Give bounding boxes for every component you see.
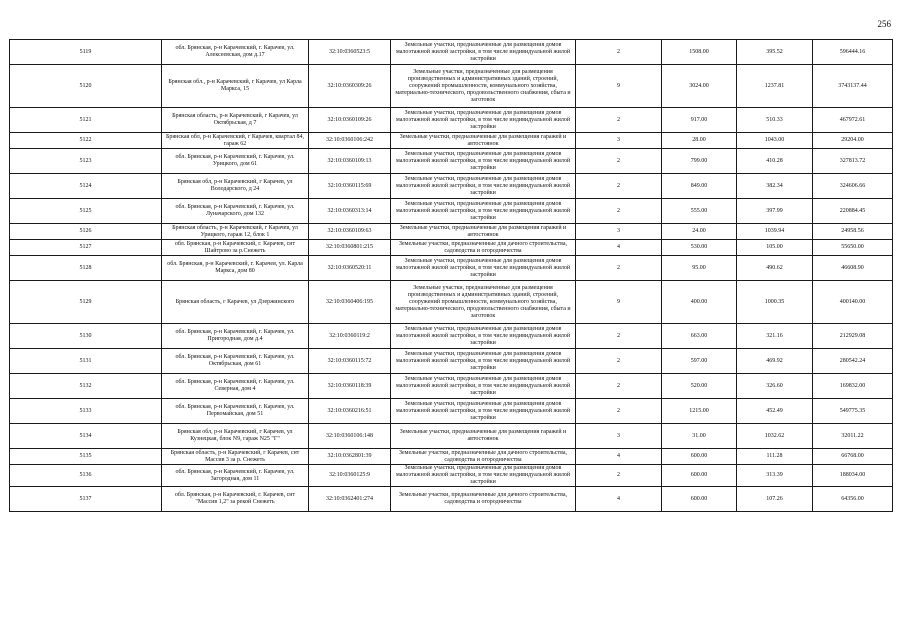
land-use-cell: Земельные участки, предназначенные для размещения производственных и административных зданий, строений, сооружений промышленности, коммунального хозяйства, материально-технического, продовольственного снабжения, сбыта и заготовок <box>391 281 576 324</box>
cadastral-value-cell: 549775.35 <box>813 399 893 424</box>
cadastral-value-cell: 324606.66 <box>813 174 893 199</box>
address-cell: обл. Брянская, р-н Карачевский, г. Карачев, ул. Урицкого, дом 61 <box>162 149 309 174</box>
specific-value-cell: 1039.94 <box>737 224 813 240</box>
cadastral-number-cell: 32:10:0360119:2 <box>309 324 391 349</box>
group-cell: 4 <box>576 487 662 512</box>
cadastral-number-cell: 32:10:0360125:9 <box>309 465 391 487</box>
address-cell: Брянская область, р-н Карачевский, г Карачев, ул Урицкого, гараж 12, блок 1 <box>162 224 309 240</box>
group-cell: 9 <box>576 65 662 108</box>
cadastral-number-cell: 32:10:0360309:26 <box>309 65 391 108</box>
group-cell: 9 <box>576 281 662 324</box>
cadastral-value-cell: 64356.00 <box>813 487 893 512</box>
row-number-cell: 5123 <box>10 149 162 174</box>
group-cell: 2 <box>576 256 662 281</box>
specific-value-cell: 1032.62 <box>737 424 813 449</box>
table-row <box>10 349 893 374</box>
cadastral-value-cell: 212929.08 <box>813 324 893 349</box>
table-row <box>10 465 893 487</box>
page-number: 256 <box>877 19 891 29</box>
row-number-cell: 5132 <box>10 374 162 399</box>
table-row <box>10 424 893 449</box>
area-cell: 28.00 <box>662 133 737 149</box>
cadastral-number-cell: 32:10:0360523:5 <box>309 40 391 65</box>
area-cell: 3024.00 <box>662 65 737 108</box>
cadastral-number-cell: 32:10:0360115:72 <box>309 349 391 374</box>
row-number-cell: 5126 <box>10 224 162 240</box>
cadastral-number-cell: 32:10:0360118:39 <box>309 374 391 399</box>
land-use-cell: Земельные участки, предназначенные для размещения домов малоэтажной жилой застройки, в том числе индивидуальной жилой застройки <box>391 465 576 487</box>
address-cell: Брянская обл, р-н Карачевский, г Карачев, ул Кузнецкая, блок N9, гараж N25 "Г" <box>162 424 309 449</box>
specific-value-cell: 313.39 <box>737 465 813 487</box>
area-cell: 600.00 <box>662 465 737 487</box>
row-number-cell: 5130 <box>10 324 162 349</box>
group-cell: 2 <box>576 40 662 65</box>
cadastral-value-cell: 32011.22 <box>813 424 893 449</box>
cadastral-number-cell: 32:10:0360106:148 <box>309 424 391 449</box>
area-cell: 597.00 <box>662 349 737 374</box>
table-row <box>10 224 893 240</box>
land-use-cell: Земельные участки, предназначенные для размещения домов малоэтажной жилой застройки, в том числе индивидуальной жилой застройки <box>391 324 576 349</box>
land-use-cell: Земельные участки, предназначенные для размещения гаражей и автостоянок <box>391 224 576 240</box>
cadastral-value-cell: 66768.00 <box>813 449 893 465</box>
cadastral-number-cell: 32:10:0360520:11 <box>309 256 391 281</box>
specific-value-cell: 105.00 <box>737 240 813 256</box>
row-number-cell: 5120 <box>10 65 162 108</box>
cadastral-value-cell: 400140.00 <box>813 281 893 324</box>
table-row <box>10 199 893 224</box>
table-row <box>10 65 893 108</box>
cadastral-number-cell: 32:10:0360216:51 <box>309 399 391 424</box>
land-use-cell: Земельные участки, предназначенные для размещения домов малоэтажной жилой застройки, в том числе индивидуальной жилой застройки <box>391 149 576 174</box>
cadastral-number-cell: 32:10:0362801:39 <box>309 449 391 465</box>
specific-value-cell: 452.49 <box>737 399 813 424</box>
area-cell: 849.00 <box>662 174 737 199</box>
cadastral-value-cell: 55650.00 <box>813 240 893 256</box>
row-number-cell: 5133 <box>10 399 162 424</box>
address-cell: Брянская область, р-н Карачевский, г Карачев, ул Октябрьская, д 7 <box>162 108 309 133</box>
row-number-cell: 5137 <box>10 487 162 512</box>
row-number-cell: 5122 <box>10 133 162 149</box>
table-row <box>10 133 893 149</box>
cadastral-value-cell: 596444.16 <box>813 40 893 65</box>
table-body <box>10 40 893 512</box>
row-number-cell: 5127 <box>10 240 162 256</box>
land-use-cell: Земельные участки, предназначенные для дачного строительства, садоводства и огородничества <box>391 487 576 512</box>
land-use-cell: Земельные участки, предназначенные для размещения домов малоэтажной жилой застройки, в том числе индивидуальной жилой застройки <box>391 374 576 399</box>
land-use-cell: Земельные участки, предназначенные для дачного строительства, садоводства и огородничества <box>391 240 576 256</box>
row-number-cell: 5136 <box>10 465 162 487</box>
cadastral-number-cell: 32:10:0362401:274 <box>309 487 391 512</box>
group-cell: 3 <box>576 424 662 449</box>
group-cell: 2 <box>576 174 662 199</box>
cadastral-value-table <box>9 39 893 512</box>
specific-value-cell: 1000.35 <box>737 281 813 324</box>
row-number-cell: 5121 <box>10 108 162 133</box>
group-cell: 2 <box>576 465 662 487</box>
land-use-cell: Земельные участки, предназначенные для размещения домов малоэтажной жилой застройки, в том числе индивидуальной жилой застройки <box>391 174 576 199</box>
cadastral-value-cell: 220884.45 <box>813 199 893 224</box>
cadastral-number-cell: 32:10:0360406:195 <box>309 281 391 324</box>
land-use-cell: Земельные участки, предназначенные для размещения домов малоэтажной жилой застройки, в том числе индивидуальной жилой застройки <box>391 108 576 133</box>
specific-value-cell: 1237.81 <box>737 65 813 108</box>
group-cell: 4 <box>576 240 662 256</box>
address-cell: обл. Брянская, р-н Карачевский, г. Карачев, ул. Луначарского, дом 132 <box>162 199 309 224</box>
cadastral-number-cell: 32:10:0360106:242 <box>309 133 391 149</box>
row-number-cell: 5119 <box>10 40 162 65</box>
table-row <box>10 256 893 281</box>
land-use-cell: Земельные участки, предназначенные для дачного строительства, садоводства и огородничества <box>391 449 576 465</box>
land-use-cell: Земельные участки, предназначенные для размещения домов малоэтажной жилой застройки, в том числе индивидуальной жилой застройки <box>391 256 576 281</box>
group-cell: 2 <box>576 108 662 133</box>
specific-value-cell: 326.60 <box>737 374 813 399</box>
land-use-cell: Земельные участки, предназначенные для размещения домов малоэтажной жилой застройки, в том числе индивидуальной жилой застройки <box>391 399 576 424</box>
specific-value-cell: 469.92 <box>737 349 813 374</box>
table-row <box>10 108 893 133</box>
specific-value-cell: 321.16 <box>737 324 813 349</box>
area-cell: 400.00 <box>662 281 737 324</box>
table-row <box>10 149 893 174</box>
cadastral-value-cell: 188034.00 <box>813 465 893 487</box>
area-cell: 917.00 <box>662 108 737 133</box>
address-cell: Брянская обл, р-н Карачевский, г Карачев, квартал 84, гараж 62 <box>162 133 309 149</box>
table-row <box>10 399 893 424</box>
address-cell: Брянская обл, р-н Карачевский, г Карачев, ул Володарского, д 24 <box>162 174 309 199</box>
group-cell: 2 <box>576 374 662 399</box>
cadastral-value-cell: 327813.72 <box>813 149 893 174</box>
table-row <box>10 449 893 465</box>
cadastral-number-cell: 32:10:0360115:69 <box>309 174 391 199</box>
table-row <box>10 487 893 512</box>
group-cell: 3 <box>576 133 662 149</box>
area-cell: 663.00 <box>662 324 737 349</box>
specific-value-cell: 510.33 <box>737 108 813 133</box>
row-number-cell: 5135 <box>10 449 162 465</box>
row-number-cell: 5124 <box>10 174 162 199</box>
cadastral-number-cell: 32:10:0360313:14 <box>309 199 391 224</box>
land-use-cell: Земельные участки, предназначенные для размещения домов малоэтажной жилой застройки, в том числе индивидуальной жилой застройки <box>391 199 576 224</box>
address-cell: обл. Брянская, р-н Карачевский, г. Карачев, ул. Пригородная, дом д.4 <box>162 324 309 349</box>
cadastral-number-cell: 32:10:0360109:13 <box>309 149 391 174</box>
address-cell: обл. Брянская, р-н Карачевский, г. Карачев, ул. Карла Маркса, дом 80 <box>162 256 309 281</box>
group-cell: 4 <box>576 449 662 465</box>
row-number-cell: 5128 <box>10 256 162 281</box>
specific-value-cell: 382.34 <box>737 174 813 199</box>
table-row <box>10 374 893 399</box>
address-cell: обл. Брянская, р-н Карачевский, г. Карачев, ул. Северная, дом 4 <box>162 374 309 399</box>
table-row <box>10 40 893 65</box>
specific-value-cell: 1043.00 <box>737 133 813 149</box>
address-cell: Брянская область, р-н Карачевский, г Карачев, снт Массив 3 за р. Снежеть <box>162 449 309 465</box>
land-use-cell: Земельные участки, предназначенные для размещения домов малоэтажной жилой застройки, в том числе индивидуальной жилой застройки <box>391 349 576 374</box>
cadastral-value-cell: 24958.56 <box>813 224 893 240</box>
address-cell: обл. Брянская, р-н Карачевский, г. Карачев, ул. Первомайская, дом 51 <box>162 399 309 424</box>
cadastral-value-cell: 280542.24 <box>813 349 893 374</box>
area-cell: 600.00 <box>662 449 737 465</box>
cadastral-value-cell: 46608.90 <box>813 256 893 281</box>
group-cell: 2 <box>576 399 662 424</box>
address-cell: обл. Брянская, р-н Карачевский, г. Карачев, снт "Массив 1,2" за рекой Снежеть <box>162 487 309 512</box>
specific-value-cell: 397.99 <box>737 199 813 224</box>
cadastral-number-cell: 32:10:0360109:63 <box>309 224 391 240</box>
area-cell: 555.00 <box>662 199 737 224</box>
area-cell: 1508.00 <box>662 40 737 65</box>
row-number-cell: 5134 <box>10 424 162 449</box>
address-cell: обл. Брянская, р-н Карачевский, г. Карачев, ул. Алексеевская, дом д.17 <box>162 40 309 65</box>
address-cell: обл. Брянская, р-н Карачевский, г. Карачев, снт Шайтрово за р.Снежеть <box>162 240 309 256</box>
area-cell: 24.00 <box>662 224 737 240</box>
group-cell: 2 <box>576 324 662 349</box>
address-cell: Брянская обл., р-н Карачевский, г Карачев, ул Карла Маркса, 15 <box>162 65 309 108</box>
specific-value-cell: 111.28 <box>737 449 813 465</box>
cadastral-number-cell: 32:10:0360109:26 <box>309 108 391 133</box>
land-use-cell: Земельные участки, предназначенные для размещения гаражей и автостоянок <box>391 133 576 149</box>
address-cell: обл. Брянская, р-н Карачевский, г. Карачев, ул. Загородная, дом 11 <box>162 465 309 487</box>
area-cell: 799.00 <box>662 149 737 174</box>
address-cell: Брянская область, г Карачев, ул Дзержинского <box>162 281 309 324</box>
specific-value-cell: 490.62 <box>737 256 813 281</box>
area-cell: 530.00 <box>662 240 737 256</box>
area-cell: 600.00 <box>662 487 737 512</box>
table-row <box>10 324 893 349</box>
land-use-cell: Земельные участки, предназначенные для размещения домов малоэтажной жилой застройки, в том числе индивидуальной жилой застройки <box>391 40 576 65</box>
area-cell: 31.00 <box>662 424 737 449</box>
specific-value-cell: 395.52 <box>737 40 813 65</box>
table-row <box>10 174 893 199</box>
area-cell: 1215.00 <box>662 399 737 424</box>
cadastral-value-cell: 467972.61 <box>813 108 893 133</box>
cadastral-value-cell: 29204.00 <box>813 133 893 149</box>
row-number-cell: 5125 <box>10 199 162 224</box>
group-cell: 3 <box>576 224 662 240</box>
cadastral-value-cell: 169832.00 <box>813 374 893 399</box>
specific-value-cell: 410.28 <box>737 149 813 174</box>
table-row <box>10 240 893 256</box>
specific-value-cell: 107.26 <box>737 487 813 512</box>
group-cell: 2 <box>576 199 662 224</box>
cadastral-number-cell: 32:10:0360801:215 <box>309 240 391 256</box>
table-row <box>10 281 893 324</box>
cadastral-value-cell: 3743137.44 <box>813 65 893 108</box>
address-cell: обл. Брянская, р-н Карачевский, г. Карачев, ул. Октябрьская, дом 61 <box>162 349 309 374</box>
group-cell: 2 <box>576 149 662 174</box>
group-cell: 2 <box>576 349 662 374</box>
land-use-cell: Земельные участки, предназначенные для размещения гаражей и автостоянок <box>391 424 576 449</box>
area-cell: 95.00 <box>662 256 737 281</box>
row-number-cell: 5129 <box>10 281 162 324</box>
land-use-cell: Земельные участки, предназначенные для размещения производственных и административных зданий, строений, сооружений промышленности, коммунального хозяйства, материально-технического, продовольственного снабжения, сбыта и заготовок <box>391 65 576 108</box>
area-cell: 520.00 <box>662 374 737 399</box>
row-number-cell: 5131 <box>10 349 162 374</box>
